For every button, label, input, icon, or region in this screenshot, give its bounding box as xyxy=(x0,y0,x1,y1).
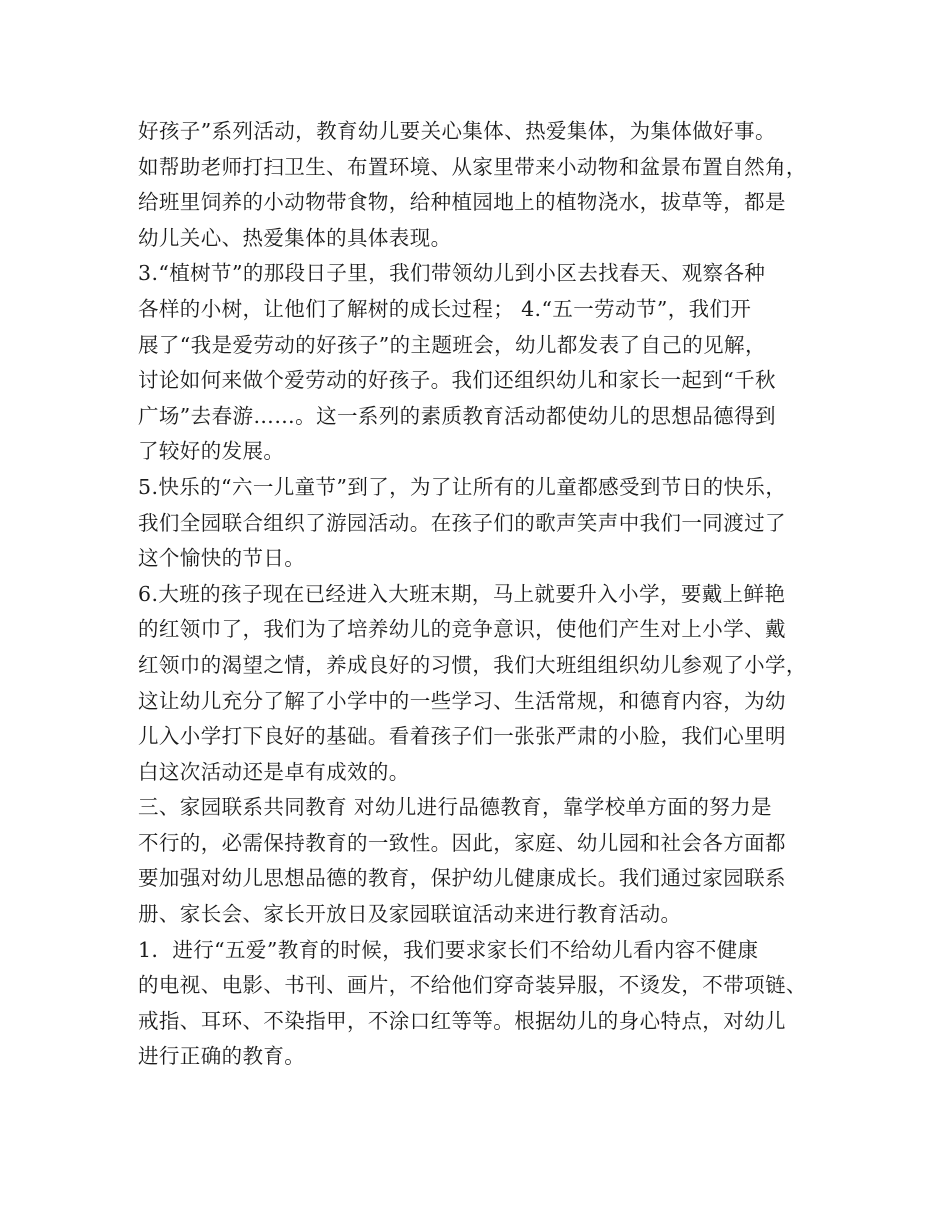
text-line: 1．进行“五爱”教育的时候，我们要求家长们不给幼儿看内容不健康 xyxy=(138,937,759,962)
text-line: 红领巾的渴望之情，养成良好的习惯，我们大班组组织幼儿参观了小学， xyxy=(138,652,807,677)
text-line: 册、家长会、家长开放日及家园联谊活动来进行教育活动。 xyxy=(138,902,682,927)
text-line: 我们全园联合组织了游园活动。在孩子们的歌声笑声中我们一同渡过了 xyxy=(138,510,786,535)
text-line: 如帮助老师打扫卫生、布置环境、从家里带来小动物和盆景布置自然角， xyxy=(138,154,807,179)
text-line: 这让幼儿充分了解了小学中的一些学习、生活常规，和德育内容，为幼 xyxy=(138,688,786,713)
text-line: 好孩子”系列活动，教育幼儿要关心集体、热爱集体，为集体做好事。 xyxy=(138,119,776,143)
text-line: 展了“我是爱劳动的好孩子”的主题班会，幼儿都发表了自己的见解， xyxy=(138,332,766,357)
text-line: 讨论如何来做个爱劳动的好孩子。我们还组织幼儿和家长一起到“千秋 xyxy=(138,368,776,393)
text-line: 的电视、电影、书刊、画片，不给他们穿奇装异服，不烫发，不带项链、 xyxy=(138,973,807,998)
text-line: 不行的，必需保持教育的一致性。因此，家庭、幼儿园和社会各方面都 xyxy=(138,830,786,855)
text-line: 各样的小树，让他们了解树的成长过程； 4.“五一劳动节”，我们开 xyxy=(138,296,752,321)
text-line: 进行正确的教育。 xyxy=(138,1044,306,1069)
text-line: 白这次活动还是卓有成效的。 xyxy=(138,759,410,784)
text-line: 3.“植树节”的那段日子里，我们带领幼儿到小区去找春天、观察各种 xyxy=(138,261,766,286)
text-line: 儿入小学打下良好的基础。看着孩子们一张张严肃的小脸，我们心里明 xyxy=(138,724,786,749)
text-line: 给班里饲养的小动物带食物，给种植园地上的植物浇水，拔草等，都是 xyxy=(138,190,786,215)
text-line: 要加强对幼儿思想品德的教育，保护幼儿健康成长。我们通过家园联系 xyxy=(138,866,786,891)
text-line: 三、家园联系共同教育 对幼儿进行品德教育，靠学校单方面的努力是 xyxy=(138,795,772,820)
text-line: 6.大班的孩子现在已经进入大班末期，马上就要升入小学，要戴上鲜艳 xyxy=(138,581,786,606)
text-line: 幼儿关心、热爱集体的具体表现。 xyxy=(138,225,452,250)
text-line: 5.快乐的“六一儿童节”到了，为了让所有的儿童都感受到节日的快乐， xyxy=(138,474,787,499)
text-line: 了较好的发展。 xyxy=(138,439,285,464)
text-line: 广场”去春游……。这一系列的素质教育活动都使幼儿的思想品德得到 xyxy=(138,403,776,428)
text-line: 的红领巾了，我们为了培养幼儿的竞争意识，使他们产生对上小学、戴 xyxy=(138,617,786,642)
text-line: 戒指、耳环、不染指甲，不涂口红等等。根据幼儿的身心特点，对幼儿 xyxy=(138,1008,786,1033)
text-line: 这个愉快的节日。 xyxy=(138,546,306,571)
document-body xyxy=(138,114,828,1075)
